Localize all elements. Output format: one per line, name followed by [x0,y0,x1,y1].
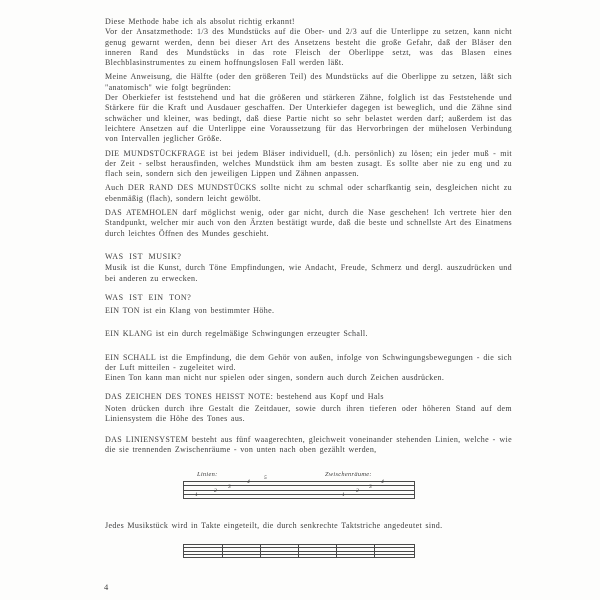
paragraph: EIN TON ist ein Klang von bestimmter Höhe. [105,306,275,316]
staff-line [184,544,414,545]
staff-space-number: 3 [369,483,372,490]
staff-line-number: 5 [264,474,267,481]
staff-line [184,481,414,482]
staff-line [184,547,414,548]
paragraph: Noten drücken durch ihre Gestalt die Zeitdauer, sowie durch ihren tieferen oder höheren Stand auf dem Liniensystem die Höhe des Tones aus. [105,403,512,424]
staff-line [184,490,414,491]
paragraph: EIN SCHALL ist die Empfindung, die dem Gehör von außen, infolge von Schwingungsbewegungen - die sich der Luft mitteilen - zugeleitet wird. [105,352,512,373]
paragraph: DAS LINIENSYSTEM besteht aus fünf waagerechten, gleichweit voneinander stehenden Linien, welche - wie die sie trennenden Zwischenräume - von unten nach oben gezählt werden, [105,434,512,454]
paragraph: Auch DER RAND DES MUNDSTÜCKS sollte nicht zu schmal oder scharfkantig sein, desgleichen nicht zu ebenmäßig (flach), sondern leicht gewölbt. [105,183,512,203]
barline [374,544,375,558]
paragraph: Diese Methode habe ich als absolut richtig erkannt! [105,17,295,26]
barline [336,544,337,558]
paragraph: Vor der Ansatzmethode: 1/3 des Mundstücks auf die Ober- und 2/3 auf die Unterlippe zu setzen, kann nicht genug gewarnt werden, denn bei dieser Art des Ansetzens besteht die große Gefahr, daß der Bläser den inneren Rand des Mundstücks in das rote Fleisch der Oberlippe setzt, was das Blasen eines Blechblasinstrumentes zu einem hoffnungslosen Fall werden läßt. [105,27,512,68]
staff-line [184,498,414,499]
staff-diagram-measures [183,544,415,558]
staff-line [184,494,414,495]
paragraph: Jedes Musikstück wird in Takte eingeteilt, die durch senkrechte Taktstriche angedeutet sind. [105,521,443,530]
paragraph: DIE MUNDSTÜCKFRAGE ist bei jedem Bläser individuell, (d.h. persönlich) zu lösen; ein jeder muß - mit der Zeit - selbst herausfinden, welches Mundstück ihm am besten zusagt. Es sollte aber nie zu eng und zu flach sein, sondern sich den jeweiligen Lippen und Zähnen anpassen. [105,148,512,179]
staff-line [184,485,414,486]
section-heading: WAS IST MUSIK? [105,251,182,261]
paragraph: DAS ZEICHEN DES TONES HEISST NOTE: bestehend aus Kopf und Hals [105,391,384,401]
paragraph: Der Oberkiefer ist feststehend und hat die größeren und stärkeren Zähne, folglich ist das Feststehende und Stärkere für die Kraft und Ausdauer geschaffen. Der Unterkiefer dagegen ist beweglich, und die Zähne sind schwächer und kleiner, was bedingt, daß diese Partie nicht so sehr belastet werden darf; außerdem ist das leichtere Ansetzen auf die Unterlippe eine Voraussetzung für das Hervorbringen der mühelosen Verbindung von Intervallen jeglicher Größe. [105,93,512,144]
staff-label-linien: Linien: [197,471,218,478]
staff-space-number: 1 [342,492,345,499]
staff-diagram-lines-spaces [183,471,413,503]
staff-line [184,554,414,555]
paragraph: Musik ist die Kunst, durch Töne Empfindungen, wie Andacht, Freude, Schmerz und dergl. auszudrücken und bei anderen zu erwecken. [105,263,512,283]
text-column [105,17,512,455]
staff-line-number: 1 [195,492,198,499]
staff-space-number: 2 [356,487,359,494]
page-number: 4 [104,582,109,592]
staff-line [184,551,414,552]
barline [222,544,223,558]
paragraph: EIN KLANG ist ein durch regelmäßige Schwingungen erzeugter Schall. [105,329,368,339]
barline [260,544,261,558]
paragraph: Einen Ton kann man nicht nur spielen oder singen, sondern auch durch Zeichen ausdrücken. [105,373,445,383]
staff-line-number: 2 [214,487,217,494]
staff-line-number: 4 [247,479,250,486]
section-heading: WAS IST EIN TON? [105,292,192,302]
staff-line-number: 3 [228,483,231,490]
paragraph: DAS ATEMHOLEN darf möglichst wenig, oder gar nicht, durch die Nase geschehen! Ich vertrete hier den Standpunkt, welcher mir auch von den Ärzten bestätigt wurde, daß die beste und schnellste Art des Einatmens durch leichtes Öffnen des Mundes geschieht. [105,208,512,238]
staff-line [184,557,414,558]
paragraph: Meine Anweisung, die Hälfte (oder den größeren Teil) des Mundstücks auf die Oberlippe zu setzen, läßt sich "anatomisch" wie folgt begründen: [105,72,512,92]
barline [298,544,299,558]
staff-label-zwischenraeume: Zwischenräume: [325,471,372,478]
staff-space-number: 4 [381,479,384,486]
